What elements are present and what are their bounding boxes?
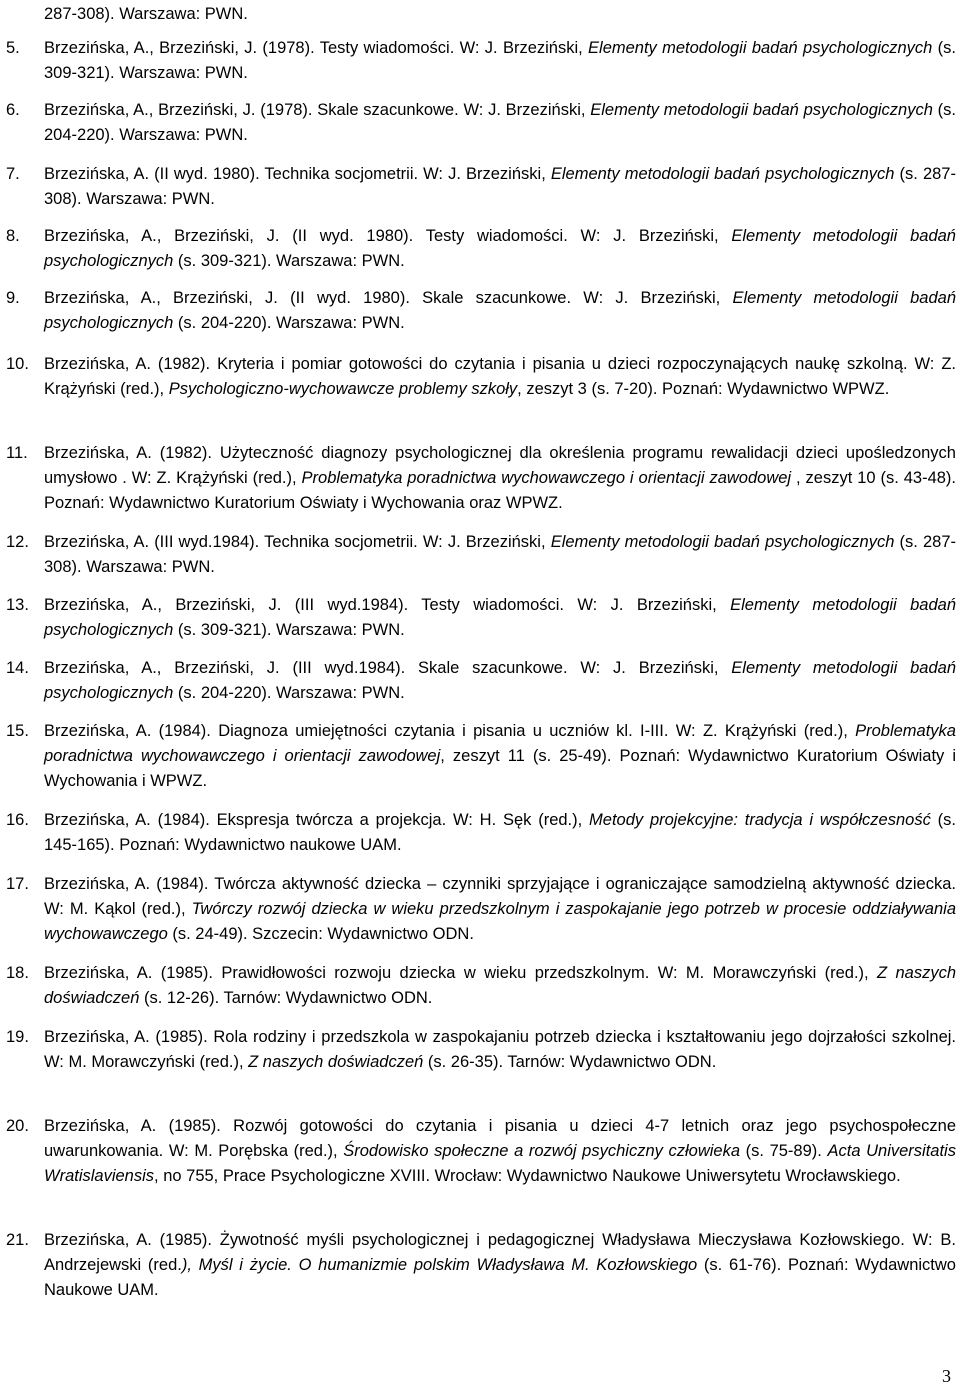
entry-text-part: (s. 287-308). Warszawa: PWN. [44, 533, 956, 576]
entry-number: 9. [6, 289, 20, 307]
entry-title-italic: Elementy metodologii badań psychologicznych [550, 165, 895, 183]
entry-text [44, 656, 956, 706]
entry-number: 21. [6, 1231, 29, 1249]
entry-text-part: Brzezińska, A. (1985). Rozwój gotowości do czytania i pisania u dzieci 4-7 letnich oraz jego psychospołeczne uwarunkowania. W: M. Porębska (red.), [44, 1117, 956, 1160]
entry-text [44, 872, 956, 947]
entry-text-part: (s. 309-321). Warszawa: PWN. [173, 621, 405, 639]
entry-title-italic: Z naszych doświadczeń [248, 1053, 424, 1071]
entry-text-part: Brzezińska, A. (1985). Żywotność myśli psychologicznej i pedagogicznej Władysława Mieczysława Kozłowskiego. W: B. Andrzejewski (red. [44, 1231, 956, 1274]
entry-title-italic: ), Myśl i życie. O humanizmie polskim Władysława M. Kozłowskiego [181, 1256, 698, 1274]
entry-text-part: (s. 204-220). Warszawa: PWN. [173, 684, 405, 702]
entry-number: 20. [6, 1117, 29, 1135]
entry-title-italic: Metody projekcyjne: tradycja i współczesność [589, 811, 931, 829]
entry-text-part: (s. 204-220). Warszawa: PWN. [44, 101, 956, 144]
entry-number: 10. [6, 355, 29, 373]
entry-text [44, 1228, 956, 1303]
entry-text [44, 352, 956, 402]
entry-text [44, 286, 956, 336]
entry-number: 12. [6, 533, 29, 551]
entry-text-part: , zeszyt 10 (s. 43-48). Poznań: Wydawnictwo Kuratorium Oświaty i Wychowania oraz WPWZ. [44, 469, 956, 512]
entry-text-part: (s. 26-35). Tarnów: Wydawnictwo ODN. [423, 1053, 717, 1071]
entry-text-part: Brzezińska, A. (1984). Twórcza aktywność dziecka – czynniki sprzyjające i ograniczające samodzielną aktywność dziecka. W: M. Kąkol (red.), [44, 875, 956, 918]
entry-text-part: Brzezińska, A., Brzeziński, J. (1978). Testy wiadomości. W: J. Brzeziński, [44, 39, 589, 57]
entry-text-part: (s. 61-76). Poznań: Wydawnictwo Naukowe UAM. [44, 1256, 956, 1299]
entry-text-part: Brzezińska, A., Brzeziński, J. (III wyd.1984). Skale szacunkowe. W: J. Brzeziński, [44, 659, 732, 677]
entry-text-part: Brzezińska, A. (1982). Użyteczność diagnozy psychologicznej dla określenia programu rewalidacji dzieci upośledzonych umysłowo . W: Z. Krążyński (red.), [44, 444, 956, 487]
entry-text-part: , zeszyt 3 (s. 7-20). Poznań: Wydawnictwo WPWZ. [517, 380, 890, 398]
entry-text [44, 961, 956, 1011]
entry-text [44, 1114, 956, 1189]
entry-number: 13. [6, 596, 29, 614]
continuation-line: 287-308). Warszawa: PWN. [44, 5, 248, 23]
entry-title-italic: Problematyka poradnictwa wychowawczego i orientacji zawodowej [301, 469, 792, 487]
entry-text-part: Brzezińska, A. (III wyd.1984). Technika socjometrii. W: J. Brzeziński, [44, 533, 551, 551]
entry-text-part: , zeszyt 11 (s. 25-49). Poznań: Wydawnictwo Kuratorium Oświaty i Wychowania i WPWZ. [44, 747, 956, 790]
entry-title-italic: Acta Universitatis Wratislaviensis [44, 1142, 956, 1185]
entry-title-italic: Problematyka poradnictwa wychowawczego i orientacji zawodowej [44, 722, 956, 765]
entry-text-part: Brzezińska, A. (1984). Diagnoza umiejętności czytania i pisania u uczniów kl. I-III. W: Z. Krążyński (red.), [44, 722, 856, 740]
entry-title-italic: Elementy metodologii badań psychologicznych [44, 289, 957, 332]
entry-title-italic: Elementy metodologii badań psychologicznych [550, 533, 895, 551]
entry-number: 6. [6, 101, 20, 119]
entry-text [44, 593, 956, 643]
entry-text-part: Brzezińska, A., Brzeziński, J. (1978). Skale szacunkowe. W: J. Brzeziński, [44, 101, 591, 119]
entry-text [44, 441, 956, 516]
entry-number: 8. [6, 227, 20, 245]
entry-text-part: Brzezińska, A. (1985). Rola rodziny i przedszkola w zaspokajaniu potrzeb dziecka i kształtowaniu jego dojrzałości szkolnej. W: M. Morawczyński (red.), [44, 1028, 956, 1071]
entry-number: 7. [6, 165, 20, 183]
entry-text-part: (s. 24-49). Szczecin: Wydawnictwo ODN. [167, 925, 474, 943]
entry-text [44, 224, 956, 274]
entry-text [44, 1025, 956, 1075]
entry-text-part: (s. 287-308). Warszawa: PWN. [44, 165, 956, 208]
entry-title-italic: Elementy metodologii badań psychologicznych [44, 596, 956, 639]
entry-text-part: (s. 309-321). Warszawa: PWN. [44, 39, 956, 82]
entry-number: 17. [6, 875, 29, 893]
entry-text-part: (s. 309-321). Warszawa: PWN. [173, 252, 405, 270]
entry-text-part: (s. 12-26). Tarnów: Wydawnictwo ODN. [139, 989, 433, 1007]
entry-text-part: Brzezińska, A., Brzeziński, J. (II wyd. 1980). Testy wiadomości. W: J. Brzeziński, [44, 227, 732, 245]
entry-text-part: Brzezińska, A. (1984). Ekspresja twórcza a projekcja. W: H. Sęk (red.), [44, 811, 590, 829]
entry-title-italic: Elementy metodologii badań psychologicznych [44, 659, 956, 702]
entry-number: 14. [6, 659, 29, 677]
entry-title-italic: Środowisko społeczne a rozwój psychiczny człowieka [343, 1142, 741, 1160]
entry-text-part: Brzezińska, A., Brzeziński, J. (III wyd.1984). Testy wiadomości. W: J. Brzeziński, [44, 596, 731, 614]
entry-text [44, 36, 956, 86]
entry-text-part: Brzezińska, A. (1985). Prawidłowości rozwoju dziecka w wieku przedszkolnym. W: M. Morawczyński (red.), [44, 964, 878, 982]
entry-text [44, 530, 956, 580]
entry-text-part: Brzezińska, A., Brzeziński, J. (II wyd. 1980). Skale szacunkowe. W: J. Brzeziński, [44, 289, 733, 307]
page-number: 3 [942, 1366, 951, 1386]
entry-number: 5. [6, 39, 20, 57]
entry-text [44, 98, 956, 148]
entry-text-part: , no 755, Prace Psychologiczne XVIII. Wrocław: Wydawnictwo Naukowe Uniwersytetu Wrocławskiego. [154, 1167, 901, 1185]
entry-text-part: Brzezińska, A. (1982). Kryteria i pomiar gotowości do czytania i pisania u dzieci rozpoczynających naukę szkolną. W: Z. Krążyński (red.), [44, 355, 956, 398]
entry-number: 19. [6, 1028, 29, 1046]
entry-title-italic: Twórczy rozwój dziecka w wieku przedszkolnym i zaspokajanie jego potrzeb w procesie oddziaływania wychowawczego [44, 900, 956, 943]
entry-text-part: Brzezińska, A. (II wyd. 1980). Technika socjometrii. W: J. Brzeziński, [44, 165, 551, 183]
entry-number: 11. [6, 444, 28, 462]
entry-title-italic: Elementy metodologii badań psychologicznych [590, 101, 933, 119]
entry-number: 18. [6, 964, 29, 982]
entry-text-part: (s. 75-89). [740, 1142, 828, 1160]
entry-title-italic: Z naszych doświadczeń [44, 964, 957, 1007]
entry-title-italic: Psychologiczno-wychowawcze problemy szkoły [168, 380, 518, 398]
entry-text-part: (s. 204-220). Warszawa: PWN. [173, 314, 405, 332]
entry-text [44, 808, 956, 858]
entry-text [44, 162, 956, 212]
entry-title-italic: Elementy metodologii badań psychologicznych [588, 39, 933, 57]
entry-number: 15. [6, 722, 29, 740]
entry-text-part: (s. 145-165). Poznań: Wydawnictwo naukowe UAM. [44, 811, 956, 854]
entry-number: 16. [6, 811, 29, 829]
entry-text [44, 719, 956, 794]
entry-title-italic: Elementy metodologii badań psychologicznych [44, 227, 956, 270]
